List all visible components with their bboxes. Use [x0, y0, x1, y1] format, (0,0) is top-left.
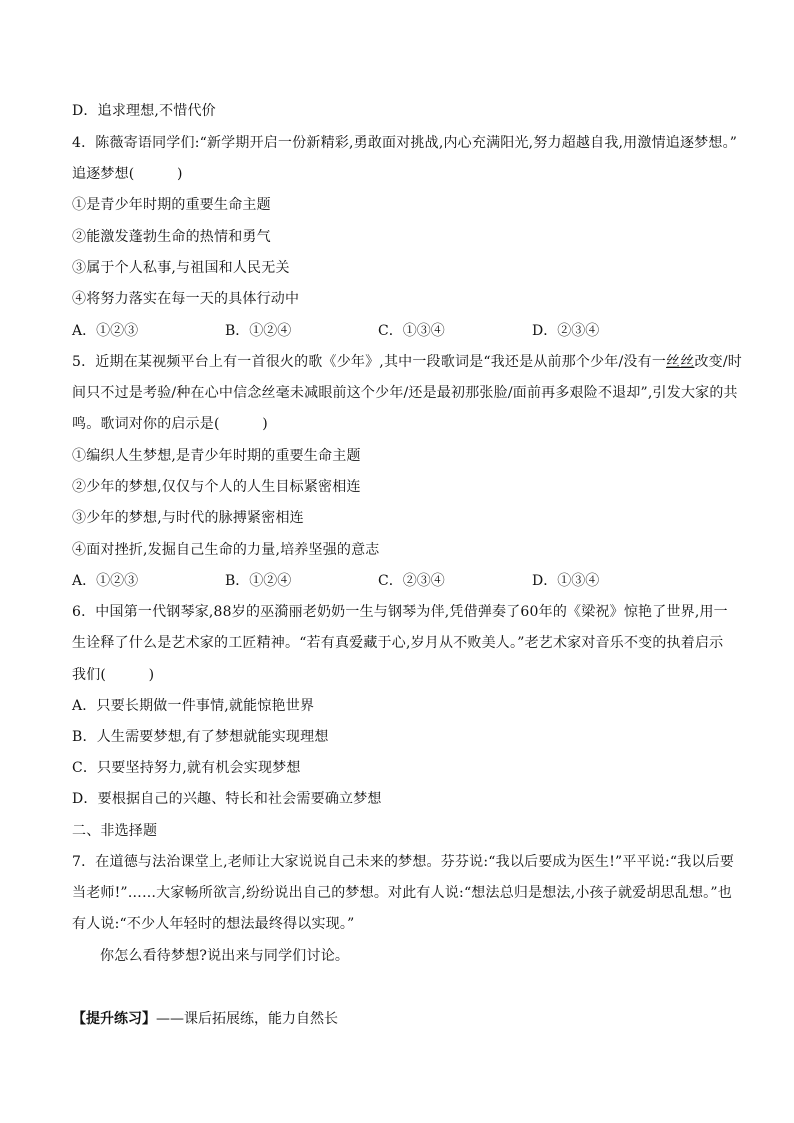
q5-statement-3: ③少年的梦想,与时代的脉搏紧密相连	[72, 510, 304, 526]
q5-stem-line-3: 鸣。歌词对你的启示是( )	[72, 416, 268, 432]
q6-option-c: C．只要坚持努力,就有机会实现梦想	[72, 760, 301, 776]
q7-stem-line-2: 当老师!”……大家畅所欲言,纷纷说出自己的梦想。对此有人说:“想法总归是想法,小孩子就爱胡思乱想。”也	[72, 885, 732, 901]
q6-option-d: D．要根据自己的兴趣、特长和社会需要确立梦想	[72, 791, 382, 807]
q5-stem-line-1	[72, 352, 742, 372]
q6-stem-line-1: 6．中国第一代钢琴家,88岁的巫漪丽老奶奶一生与钢琴为伴,凭借弹奏了60年的《梁祝》惊艳了世界,用一	[72, 604, 728, 620]
q4-statement-4: ④将努力落实在每一天的具体行动中	[72, 291, 300, 307]
q7-stem-line-3: 有人说:“不少人年轻时的想法最终得以实现。”	[72, 916, 355, 932]
q4-stem-line-2: 追逐梦想( )	[72, 166, 183, 182]
q5-options	[72, 571, 732, 591]
q7-stem-line-1: 7．在道德与法治课堂上,老师让大家说说自己未来的梦想。芬芬说:“我以后要成为医生!”平平说:“我以后要	[72, 854, 735, 870]
q4-statement-2: ②能激发蓬勃生命的热情和勇气	[72, 229, 271, 245]
q5-option-b: B．①②④	[225, 573, 292, 589]
q6-stem-line-3: 我们( )	[72, 667, 155, 683]
q5-statement-4: ④面对挫折,发掘自己生命的力量,培养坚强的意志	[72, 542, 380, 558]
practice-bracket-title: 【提升练习】	[72, 1011, 156, 1027]
q5-option-a: A．①②③	[72, 573, 139, 589]
q4-option-b: B．①②④	[225, 323, 292, 339]
q5-stem-line-1-a: 5．近期在某视频平台上有一首很火的歌《少年》,其中一段歌词是“我还是从前那个少年/没有一	[72, 354, 667, 370]
q4-stem-line-1: 4．陈薇寄语同学们:“新学期开启一份新精彩,勇敢面对挑战,内心充满阳光,努力超越自我,用激情追逐梦想。”	[72, 135, 738, 151]
q5-statement-2: ②少年的梦想,仅仅与个人的人生目标紧密相连	[72, 479, 361, 495]
q5-option-d: D．①③④	[532, 573, 600, 589]
q4-option-c: C．①③④	[378, 323, 445, 339]
q7-question: 你怎么看待梦想?说出来与同学们讨论。	[100, 948, 350, 964]
q4-statement-1: ①是青少年时期的重要生命主题	[72, 197, 271, 213]
q6-stem-line-2: 生诠释了什么是艺术家的工匠精神。“若有真爱藏于心,岁月从不败美人。”老艺术家对音乐不变的执着启示	[72, 635, 724, 651]
q5-option-c: C．②③④	[378, 573, 445, 589]
section-heading-non-choice: 二、非选择题	[72, 823, 158, 839]
q4-option-a: A．①②③	[72, 323, 139, 339]
q5-stem-line-1-b: 改变/时	[694, 354, 742, 370]
q4-option-d: D．②③④	[532, 323, 600, 339]
q3-option-d: D．追求理想,不惜代价	[72, 103, 216, 119]
q6-option-a: A．只要长期做一件事情,就能惊艳世界	[72, 698, 315, 714]
q4-statement-3: ③属于个人私事,与祖国和人民无关	[72, 260, 290, 276]
q5-stem-line-2: 间只不过是考验/种在心中信念丝毫未减眼前这个少年/还是最初那张脸/面前再多艰险不退却”,引发大家的共	[72, 385, 738, 401]
q6-option-b: B．人生需要梦想,有了梦想就能实现理想	[72, 729, 329, 745]
q5-statement-1: ①编织人生梦想,是青少年时期的重要生命主题	[72, 448, 361, 464]
q5-stem-underlined: 丝丝	[666, 354, 695, 370]
practice-section-heading	[72, 1009, 338, 1029]
q4-options	[72, 321, 732, 341]
practice-subtitle: ——课后拓展练，能力自然长	[156, 1011, 338, 1027]
